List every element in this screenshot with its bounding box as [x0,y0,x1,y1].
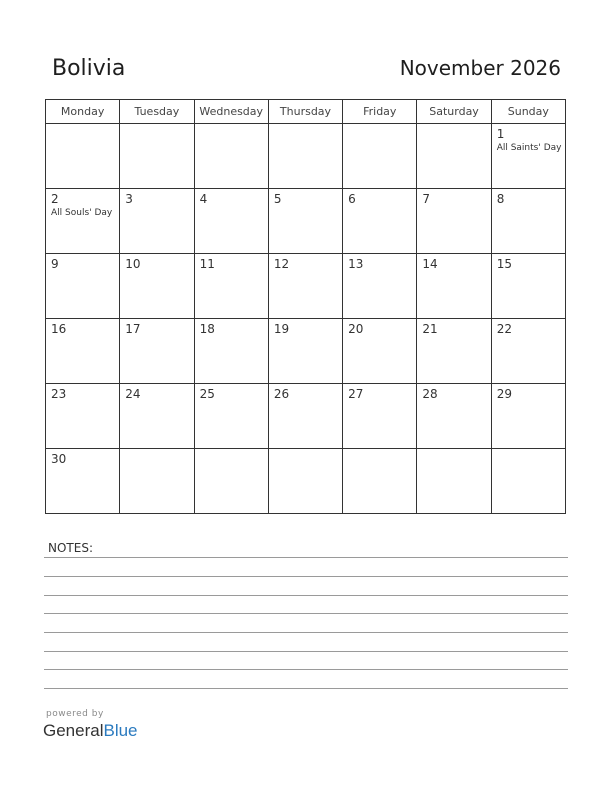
weekday-header: Tuesday [120,100,194,124]
day-number: 18 [199,322,215,336]
weekday-header: Monday [46,100,120,124]
day-number: 21 [422,322,438,336]
notes-line [44,632,568,633]
calendar-day-cell [268,254,342,319]
calendar-day-cell [417,384,491,449]
calendar-day-cell [120,384,194,449]
day-number: 26 [273,387,290,401]
day-number: 17 [125,322,141,336]
day-number: 4 [199,192,208,206]
day-number: 15 [496,257,512,271]
calendar-day-cell [343,319,417,384]
calendar-day-cell [343,384,417,449]
day-number: 13 [348,257,364,271]
month-title: November 2026 [399,56,561,80]
calendar-week-row [46,449,566,514]
calendar-day-cell [46,254,120,319]
calendar-day-cell [120,124,194,189]
day-number: 23 [51,387,67,401]
calendar-week-row [46,384,566,449]
notes-line [44,651,568,652]
day-number: 9 [51,257,59,271]
calendar-day-cell [417,449,491,514]
calendar-day-cell [120,319,194,384]
notes-line [44,557,568,558]
brand-logo[interactable] [43,721,138,741]
day-number: 10 [125,257,141,271]
day-number: 29 [496,387,512,401]
calendar-week-row [46,189,566,254]
calendar-day-cell [46,449,120,514]
calendar-day-cell [194,384,268,449]
calendar-week-row [46,124,566,189]
day-number: 16 [51,322,67,336]
calendar-day-cell [491,189,565,254]
calendar-day-cell [268,124,342,189]
day-number: 27 [348,387,364,401]
calendar-day-cell [417,189,491,254]
day-number: 25 [199,387,215,401]
day-number: 19 [273,322,290,336]
brand-part-blue: Blue [103,721,138,740]
weekday-header: Wednesday [194,100,268,124]
calendar-day-cell [491,384,565,449]
calendar-day-cell [194,449,268,514]
day-number: 5 [273,192,282,206]
day-number: 28 [422,387,438,401]
calendar-day-cell [491,319,565,384]
notes-line [44,595,568,596]
calendar-day-cell [194,319,268,384]
holiday-label: All Souls' Day [51,208,113,218]
calendar-day-cell [268,384,342,449]
notes-line [44,576,568,577]
day-number: 20 [348,322,364,336]
day-number: 22 [496,322,512,336]
calendar-week-row [46,319,566,384]
calendar-day-cell [46,384,120,449]
powered-by-text: powered by [46,709,104,719]
calendar-day-cell [46,189,120,254]
notes-line [44,688,568,689]
calendar-week-row [46,254,566,319]
country-title: Bolivia [52,56,126,81]
calendar-grid [45,99,566,514]
day-number: 24 [125,387,141,401]
day-number: 1 [496,127,505,141]
day-number: 3 [125,192,133,206]
calendar-day-cell [343,124,417,189]
calendar-day-cell [417,254,491,319]
notes-line [44,613,568,614]
day-number: 7 [422,192,431,206]
calendar-day-cell [491,254,565,319]
calendar-day-cell [194,124,268,189]
calendar-day-cell [120,254,194,319]
calendar-day-cell [491,124,565,189]
calendar-day-cell [46,124,120,189]
calendar-day-cell [120,189,194,254]
calendar-day-cell [343,189,417,254]
day-number: 2 [51,192,59,206]
notes-label: NOTES: [48,541,93,555]
calendar-day-cell [120,449,194,514]
weekday-header-row [46,100,566,124]
calendar-day-cell [343,254,417,319]
calendar-day-cell [194,189,268,254]
day-number: 11 [199,257,215,271]
weekday-header: Sunday [491,100,565,124]
weekday-header: Thursday [268,100,342,124]
day-number: 14 [422,257,438,271]
calendar-day-cell [46,319,120,384]
calendar-day-cell [194,254,268,319]
day-number: 8 [496,192,505,206]
notes-line [44,669,568,670]
calendar-day-cell [417,124,491,189]
day-number: 30 [51,452,67,466]
brand-part-general: General [43,721,104,740]
calendar-day-cell [343,449,417,514]
day-number: 12 [273,257,290,271]
calendar-day-cell [268,189,342,254]
calendar-day-cell [268,319,342,384]
calendar-day-cell [268,449,342,514]
weekday-header: Saturday [417,100,491,124]
calendar-day-cell [491,449,565,514]
holiday-label: All Saints' Day [496,143,562,153]
day-number: 6 [348,192,356,206]
calendar-day-cell [417,319,491,384]
weekday-header: Friday [343,100,417,124]
